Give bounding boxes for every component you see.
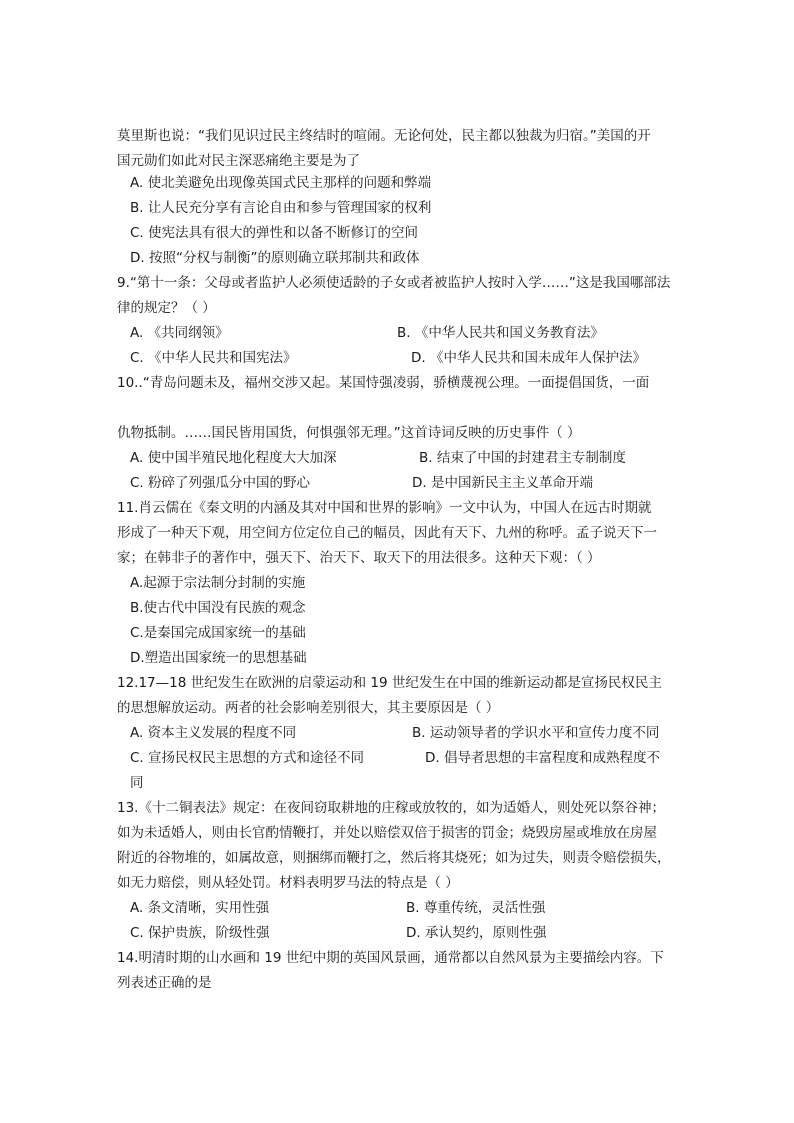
q9-option-c: C. 《中华人民共和国宪法》 xyxy=(130,350,297,366)
q10-stem-line-1: 10..“青岛问题未及，福州交涉又起。某国恃强凌弱，骄横蔑视公理。一面提倡国货，一面 xyxy=(117,375,650,391)
q9-option-a: A. 《共同纲领》 xyxy=(130,325,229,341)
q12-option-d: D. 倡导者思想的丰富程度和成熟程度不 xyxy=(425,750,660,766)
q13-option-a: A. 条文清晰，实用性强 xyxy=(130,900,270,916)
q13-stem-line-1: 13.《十二铜表法》规定：在夜间窃取耕地的庄稼或放牧的，如为适婚人，则处死以祭谷神； xyxy=(117,800,665,816)
q12-option-b: B. 运动领导者的学识水平和宣传力度不同 xyxy=(412,725,660,741)
q12-option-a: A. 资本主义发展的程度不同 xyxy=(130,725,297,741)
q14-stem-line-1: 14.明清时期的山水画和 19 世纪中期的英国风景画，通常都以自然风景为主要描绘内容。下 xyxy=(117,950,664,966)
q11-stem-line-2: 形成了一种天下观，用空间方位定位自己的幅员，因此有天下、九州的称呼。孟子说天下一 xyxy=(117,525,657,541)
q10-option-b: B. 结束了中国的封建君主专制制度 xyxy=(419,450,626,466)
q8-option-a: A. 使北美避免出现像英国式民主那样的问题和弊端 xyxy=(130,175,432,191)
q13-option-c: C. 保护贵族，阶级性强 xyxy=(130,925,270,941)
q10-option-d: D. 是中国新民主主义革命开端 xyxy=(412,475,593,491)
q8-option-c: C. 使宪法具有很大的弹性和以备不断修订的空间 xyxy=(130,225,419,241)
q12-option-d-wrap: 同 xyxy=(130,775,144,791)
q9-stem-line-1: 9.“第十一条：父母或者监护人必须使适龄的子女或者被监护人按时入学……”这是我国哪部法 xyxy=(117,275,671,291)
q10-stem-line-2: 仇物抵制。……国民皆用国货，何惧强邻无理。”这首诗词反映的历史事件（ ） xyxy=(117,425,581,441)
q12-option-c: C. 宣扬民权民主思想的方式和途径不同 xyxy=(130,750,365,766)
q8-option-d: D. 按照“分权与制衡”的原则确立联邦制共和政体 xyxy=(130,250,420,266)
q13-stem-line-2: 如为未适婚人，则由长官酌情鞭打，并处以赔偿双倍于损害的罚金；烧毁房屋或堆放在房屋 xyxy=(117,825,657,841)
q12-stem-line-1: 12.17—18 世纪发生在欧洲的启蒙运动和 19 世纪发生在中国的维新运动都是宣扬民权民主 xyxy=(117,675,662,691)
q9-stem-line-2: 律的规定？（ ） xyxy=(117,300,216,316)
q14-stem-line-2: 列表述正确的是 xyxy=(117,975,212,991)
q11-stem-line-3: 家；在韩非子的著作中，强天下、治天下、取天下的用法很多。这种天下观：（ ） xyxy=(117,550,601,566)
q11-option-d: D.塑造出国家统一的思想基础 xyxy=(130,650,307,666)
q9-option-d: D. 《中华人民共和国未成年人保护法》 xyxy=(411,350,646,366)
q11-option-c: C.是秦国完成国家统一的基础 xyxy=(130,625,306,641)
q11-stem-line-1: 11.肖云儒在《秦文明的内涵及其对中国和世界的影响》一文中认为，中国人在远古时期就 xyxy=(117,500,652,516)
q13-option-b: B. 尊重传统，灵活性强 xyxy=(406,900,546,916)
q13-stem-line-4: 如无力赔偿，则从轻处罚。材料表明罗马法的特点是（ ） xyxy=(117,875,459,891)
q12-stem-line-2: 的思想解放运动。两者的社会影响差别很大，其主要原因是（ ） xyxy=(117,700,500,716)
q13-option-d: D. 承认契约，原则性强 xyxy=(406,925,547,941)
q8-option-b: B. 让人民充分享有言论自由和参与管理国家的权利 xyxy=(130,200,432,216)
q8-stem-line-2: 国元勋们如此对民主深恶痛绝主要是为了 xyxy=(117,153,360,169)
q13-stem-line-3: 附近的谷物堆的，如属故意，则捆绑而鞭打之，然后将其烧死；如为过失，则责令赔偿损失， xyxy=(117,850,671,866)
q10-option-c: C. 粉碎了列强瓜分中国的野心 xyxy=(130,475,311,491)
q8-stem-line-1: 莫里斯也说：“我们见识过民主终结时的喧闹。无论何处，民主都以独裁为归宿。”美国的开 xyxy=(117,128,651,144)
q9-option-b: B. 《中华人民共和国义务教育法》 xyxy=(397,325,604,341)
q11-option-a: A.起源于宗法制分封制的实施 xyxy=(130,575,306,591)
q10-option-a: A. 使中国半殖民地化程度大大加深 xyxy=(130,450,337,466)
q11-option-b: B.使古代中国没有民族的观念 xyxy=(130,600,306,616)
